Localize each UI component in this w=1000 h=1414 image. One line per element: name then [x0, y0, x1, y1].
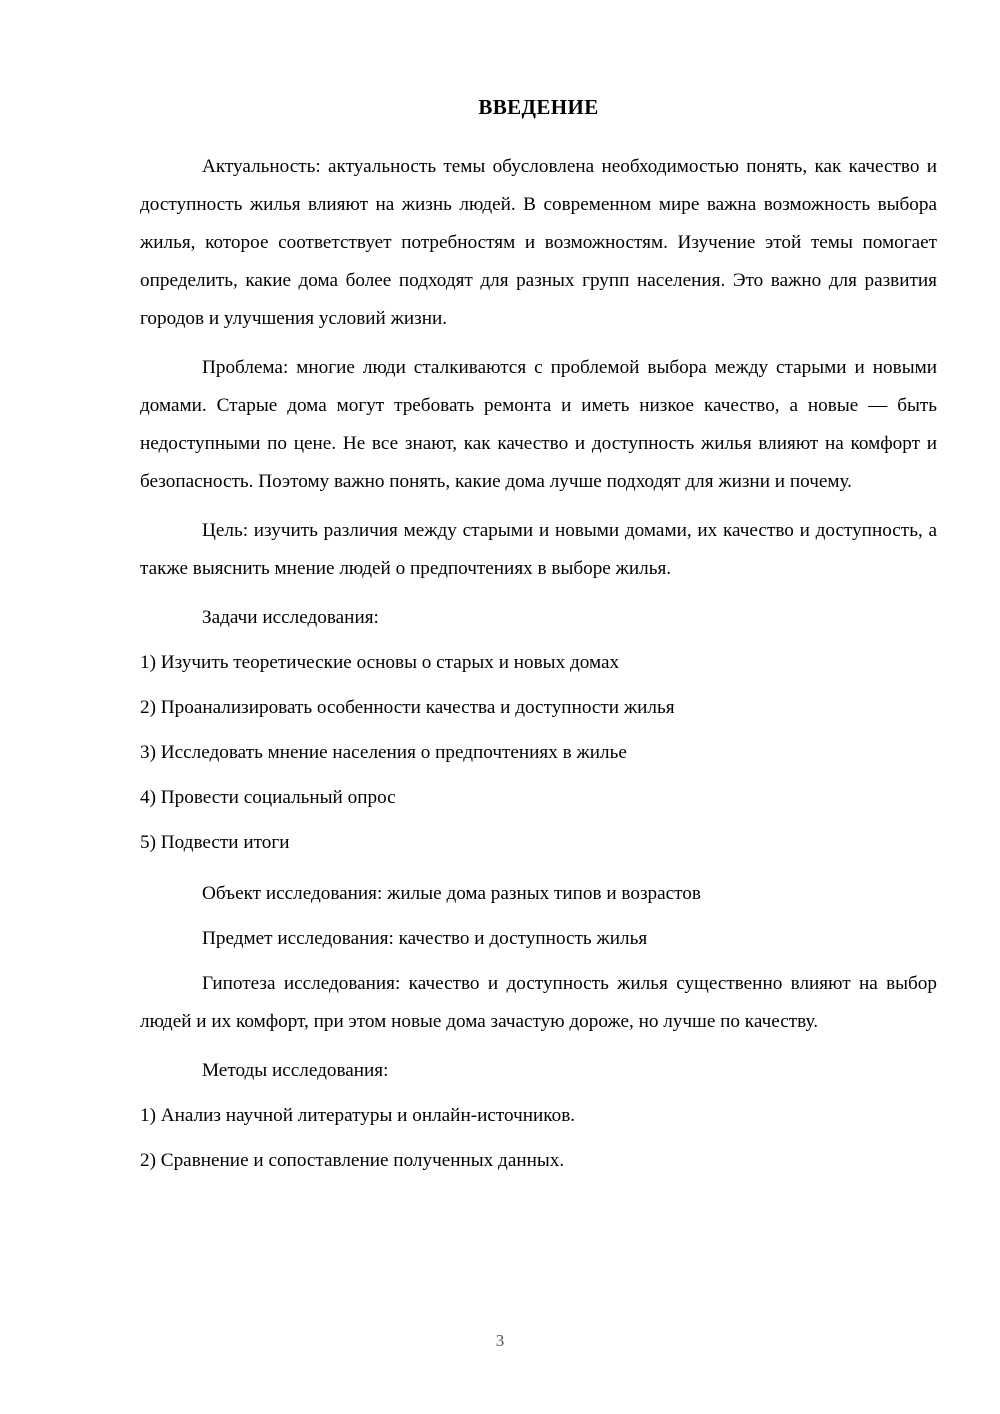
paragraph-goal: Цель: изучить различия между старыми и новыми домами, их качество и доступность, а также выяснить мнение людей о предпочтениях в выборе жилья.: [140, 520, 937, 579]
list-item: 1) Анализ научной литературы и онлайн-источников.: [140, 1105, 576, 1126]
list-item: 4) Провести социальный опрос: [140, 787, 396, 808]
list-item: 5) Подвести итоги: [140, 832, 290, 853]
page-number: 3: [495, 1331, 505, 1350]
heading-tasks: Задачи исследования:: [202, 607, 379, 628]
paragraph-object: Объект исследования: жилые дома разных типов и возрастов: [202, 883, 701, 904]
document-body: [140, 88, 937, 1187]
paragraph-problem: Проблема: многие люди сталкиваются с проблемой выбора между старыми и новыми домами. Старые дома могут требовать ремонта и иметь низкое качество, а новые — быть недоступными по цене. Не все знают, как качество и доступность жилья влияют на комфорт и безопасность. Поэтому важно понять, какие дома лучше подходят для жизни и почему.: [140, 357, 937, 492]
methods-list: [140, 1097, 937, 1180]
paragraph-relevance: Актуальность: актуальность темы обусловлена необходимостью понять, как качество и доступность жилья влияют на жизнь людей. В современном мире важна возможность выбора жилья, которое соответствует потребностям и возможностям. Изучение этой темы помогает определить, какие дома более подходят для разных групп населения. Это важно для развития городов и улучшения условий жизни.: [140, 156, 937, 329]
heading-methods: Методы исследования:: [202, 1060, 389, 1081]
paragraph-hypothesis: Гипотеза исследования: качество и доступность жилья существенно влияют на выбор людей и их комфорт, при этом новые дома зачастую дороже, но лучше по качеству.: [140, 973, 937, 1032]
page-title: ВВЕДЕНИЕ: [478, 95, 599, 119]
tasks-list: [140, 644, 937, 862]
list-item: 1) Изучить теоретические основы о старых и новых домах: [140, 652, 620, 673]
list-item: 2) Проанализировать особенности качества и доступности жилья: [140, 697, 675, 718]
list-item: 2) Сравнение и сопоставление полученных данных.: [140, 1150, 565, 1171]
list-item: 3) Исследовать мнение населения о предпочтениях в жилье: [140, 742, 627, 763]
paragraph-subject: Предмет исследования: качество и доступность жилья: [202, 928, 648, 949]
